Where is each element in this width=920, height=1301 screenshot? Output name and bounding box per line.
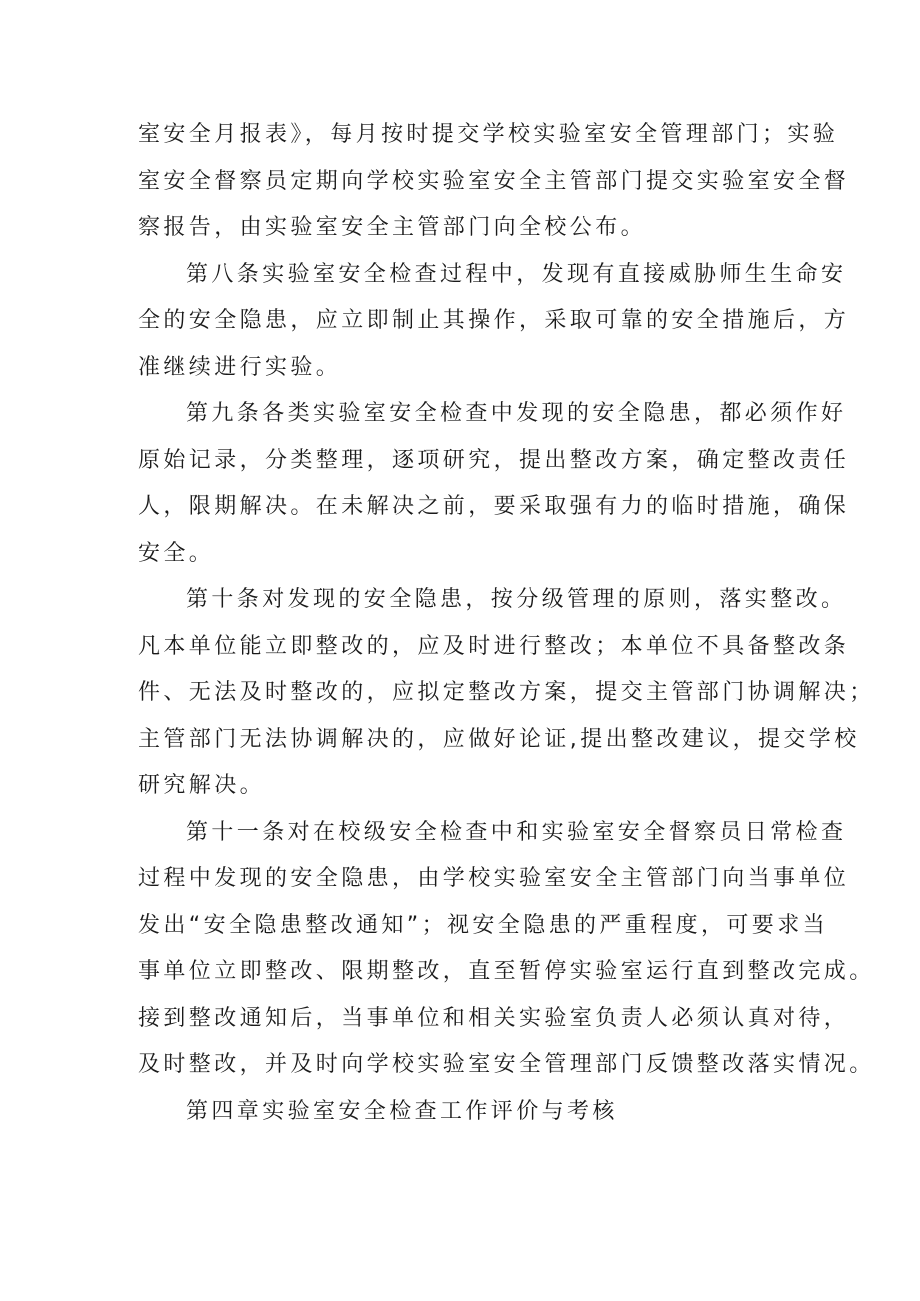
article-11-start: 第十一条对在校级安全检查中和实验室安全督察员日常检查 (186, 819, 847, 845)
article-8-start: 第八条实验室安全检查过程中，发现有直接威胁师生生命安 (186, 261, 847, 287)
text-line: 安全。 (138, 540, 215, 566)
article-9-start: 第九条各类实验室安全检查中发现的安全隐患，都必须作好 (186, 401, 847, 426)
text-line: 发出“安全隐患整改通知”；视安全隐患的严重程度，可要求当 (138, 912, 828, 938)
article-10-start: 第十条对发现的安全隐患，按分级管理的原则，落实整改。 (186, 587, 847, 612)
text-line: 主管部门无法协调解决的，应做好论证,提出整改建议，提交学校 (138, 726, 860, 752)
document-body (138, 112, 875, 1135)
text-line: 件、无法及时整改的，应拟定整改方案，提交主管部门协调解决； (138, 680, 875, 705)
text-line: 过程中发现的安全隐患，由学校实验室安全主管部门向当事单位 (138, 866, 850, 891)
text-line: 人，限期解决。在未解决之前，要采取强有力的临时措施，确保 (138, 494, 850, 519)
text-line: 室安全督察员定期向学校实验室安全主管部门提交实验室安全督 (138, 168, 850, 194)
text-line: 凡本单位能立即整改的，应及时进行整改；本单位不具备整改条 (138, 633, 850, 659)
text-line: 事单位立即整改、限期整改，直至暂停实验室运行直到整改完成。 (138, 959, 875, 984)
text-line: 及时整改，并及时向学校实验室安全管理部门反馈整改落实情况。 (138, 1052, 875, 1077)
text-line: 察报告，由实验室安全主管部门向全校公布。 (138, 215, 647, 240)
text-line: 原始记录，分类整理，逐项研究，提出整改方案，确定整改责任 (138, 447, 850, 473)
text-line: 接到整改通知后，当事单位和相关实验室负责人必须认真对待， (138, 1005, 850, 1031)
text-line: 准继续进行实验。 (138, 354, 342, 380)
text-line: 室安全月报表》，每月按时提交学校实验室安全管理部门；实验 (138, 122, 839, 147)
text-line: 全的安全隐患，应立即制止其操作，采取可靠的安全措施后，方 (138, 308, 850, 333)
chapter-heading: 第四章实验室安全检查工作评价与考核 (186, 1098, 618, 1124)
text-line: 研究解决。 (138, 773, 266, 798)
